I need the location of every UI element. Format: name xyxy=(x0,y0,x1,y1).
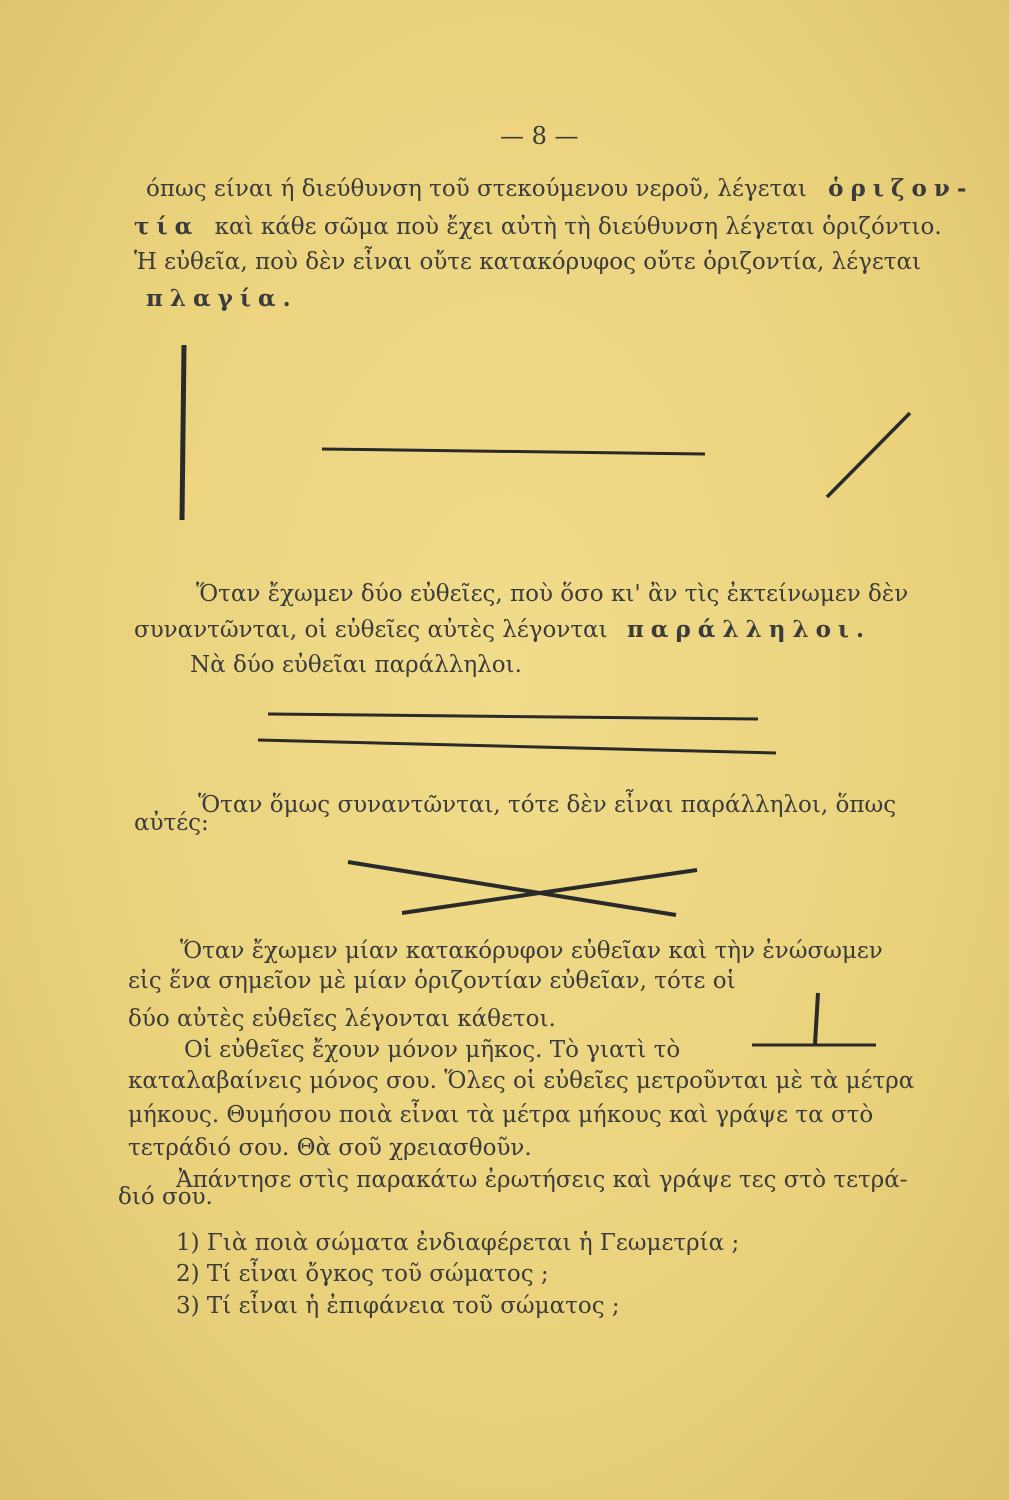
term-horizontal-part2: τία xyxy=(134,213,200,240)
term-parallel: παράλληλοι. xyxy=(626,616,872,643)
para1-line3: Ἡ εὐθεῖα, ποὺ δὲν εἶναι οὔτε κατακόρυφος οὔτε ὁριζοντία, λέγεται xyxy=(134,249,922,275)
para6-line1: Ἀπάντησε στὶς παρακάτω ἐρωτήσεις καὶ γράψε τες στὸ τετρά- xyxy=(176,1167,908,1193)
para2-line2-text: συναντῶνται, οἱ εὐθεῖες αὐτὲς λέγονται xyxy=(134,617,608,643)
para5-line4: τετράδιό σου. Θὰ σοῦ χρειασθοῦν. xyxy=(128,1135,532,1161)
para1-line2-text: καὶ κάθε σῶμα ποὺ ἔχει αὐτὴ τὴ διεύθυνση λέγεται ὁριζόντιο. xyxy=(214,214,942,240)
term-oblique: πλαγία. xyxy=(146,285,298,312)
para4-line3: δύο αὐτὲς εὐθεῖες λέγονται κάθετοι. xyxy=(128,1006,556,1032)
para2-line3: Νὰ δύο εὐθεῖαι παράλληλοι. xyxy=(190,652,522,678)
para6-line2: διό σου. xyxy=(118,1184,213,1210)
para4-line1: Ὅταν ἔχωμεν μίαν κατακόρυφον εὐθεῖαν καὶ τὴν ἐνώσωμεν xyxy=(180,938,883,964)
para4-line2: εἰς ἕνα σημεῖον μὲ μίαν ὁριζοντίαν εὐθεῖαν, τότε οἱ xyxy=(128,968,736,994)
para5-line1: Οἱ εὐθεῖες ἔχουν μόνον μῆκος. Τὸ γιατὶ τὸ xyxy=(184,1037,681,1063)
para1-line1-text: όπως είναι ή διεύθυνση τοῦ στεκούμενου νεροῦ, λέγεται xyxy=(146,176,807,202)
para5-line2: καταλαβαίνεις μόνος σου. Ὅλες οἱ εὐθεῖες μετροῦνται μὲ τὰ μέτρα xyxy=(128,1068,915,1094)
para3-line2: αὐτές: xyxy=(134,810,209,836)
perpendicular-vertical xyxy=(815,993,818,1044)
para5-line3: μήκους. Θυμήσου ποιὰ εἶναι τὰ μέτρα μήκους καὶ γράψε τα στὸ xyxy=(128,1102,874,1128)
term-horizontal-part1: ὁριζον- xyxy=(828,175,974,202)
page-number: — 8 — xyxy=(500,122,579,150)
para2-line1: Ὅταν ἔχωμεν δύο εὐθεῖες, ποὺ ὅσο κι' ἂν τὶς ἐκτείνωμεν δὲν xyxy=(196,581,909,607)
question-2: 2) Τί εἶναι ὄγκος τοῦ σώματος ; xyxy=(176,1261,549,1287)
para3-line1: Ὅταν ὅμως συναντῶνται, τότε δὲν εἶναι παράλληλοι, ὅπως xyxy=(198,792,897,818)
question-1: 1) Γιὰ ποιὰ σώματα ἐνδιαφέρεται ἡ Γεωμετρία ; xyxy=(176,1230,740,1256)
question-3: 3) Τί εἶναι ἡ ἐπιφάνεια τοῦ σώματος ; xyxy=(176,1293,620,1319)
